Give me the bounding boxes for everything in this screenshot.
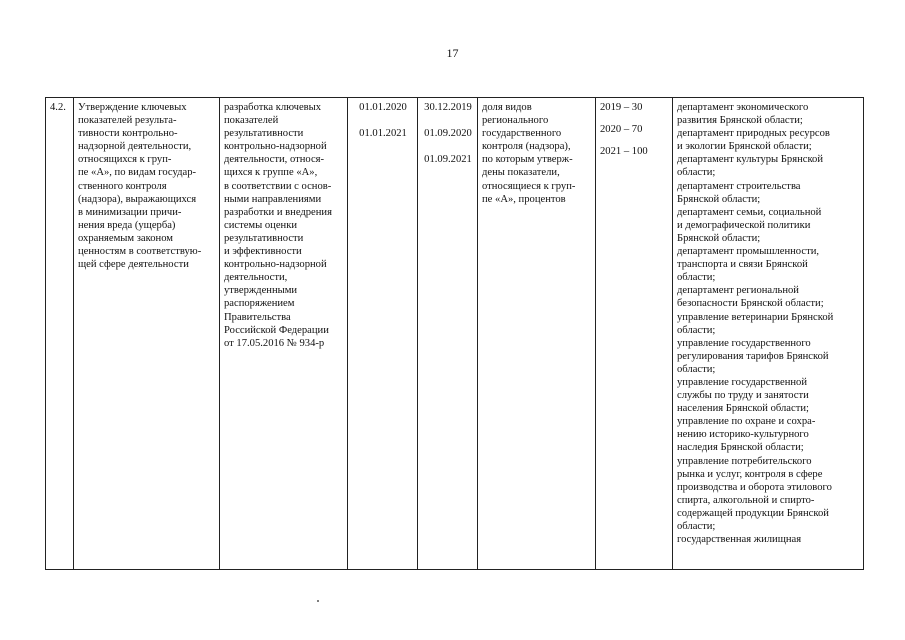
executors-text: департамент экономического развития Брянской области; департамент природных ресурсов и экологии Брянской области; департамент культуры Брянской области; департамент строительства Брянской области; департамент семьи, социальной и демографической политики Брянской области; департамент промышленности, транспорта и связи Брянской области; департамент региональной безопасности Брянской области; управление ветеринарии Брянской области; управление государственного регулирования тарифов Брянской области; управление государственной службы по труду и занятости населения Брянской области; управление по охране и сохра- нению историко-культурного наследия Брянской области; управление потребительского рынка и услуг, контроля в сфере производства и оборота этилового спирта, алкогольной и спирто- содержащей продукции Брянской области; государственная жилищная [677, 102, 834, 546]
start-dates-cell [348, 98, 418, 570]
task-cell [74, 98, 220, 570]
indicator-text: доля видов регионального государственного контроля (надзора), по которым утверж- дены показатели, относящиеся к груп- пе «А», процентов [482, 102, 576, 205]
target-2021: 2021 – 100 [600, 146, 648, 157]
indicator-cell [478, 98, 596, 570]
row-number: 4.2. [50, 102, 66, 113]
end-dates: 30.12.2019 01.09.2020 01.09.2021 [424, 102, 472, 166]
table-row [46, 98, 864, 570]
end-dates-cell [418, 98, 478, 570]
result-text: разработка ключевых показателей результативности контрольно-надзорной деятельности, относя- щихся к группе «А», в соответствии с основ- ными направлениями разработки и внедрения системы оценки результативности и эффективности контрольно-надзорной деятельности, утвержденными распоряжением Правительства Российской Федерации от 17.05.2016 № 934-р [224, 102, 332, 349]
scan-speck [317, 600, 319, 602]
task-text: Утверждение ключевых показателей результа- тивности контрольно- надзорной деятельности, относящихся к груп- пе «А», по видам государ- ственного контроля (надзора), выражающихся в минимизации причи- нения вреда (ущерба) охраняемым законом ценностям в соответствую- щей сфере деятельности [78, 102, 202, 271]
row-number-cell [46, 98, 74, 570]
measures-table [45, 97, 864, 570]
targets-cell [596, 98, 673, 570]
target-2019: 2019 – 30 [600, 102, 643, 113]
target-2020: 2020 – 70 [600, 124, 643, 135]
executors-cell [673, 98, 864, 570]
result-cell [220, 98, 348, 570]
page-number: 17 [446, 46, 459, 60]
start-dates: 01.01.2020 01.01.2021 [359, 102, 407, 140]
